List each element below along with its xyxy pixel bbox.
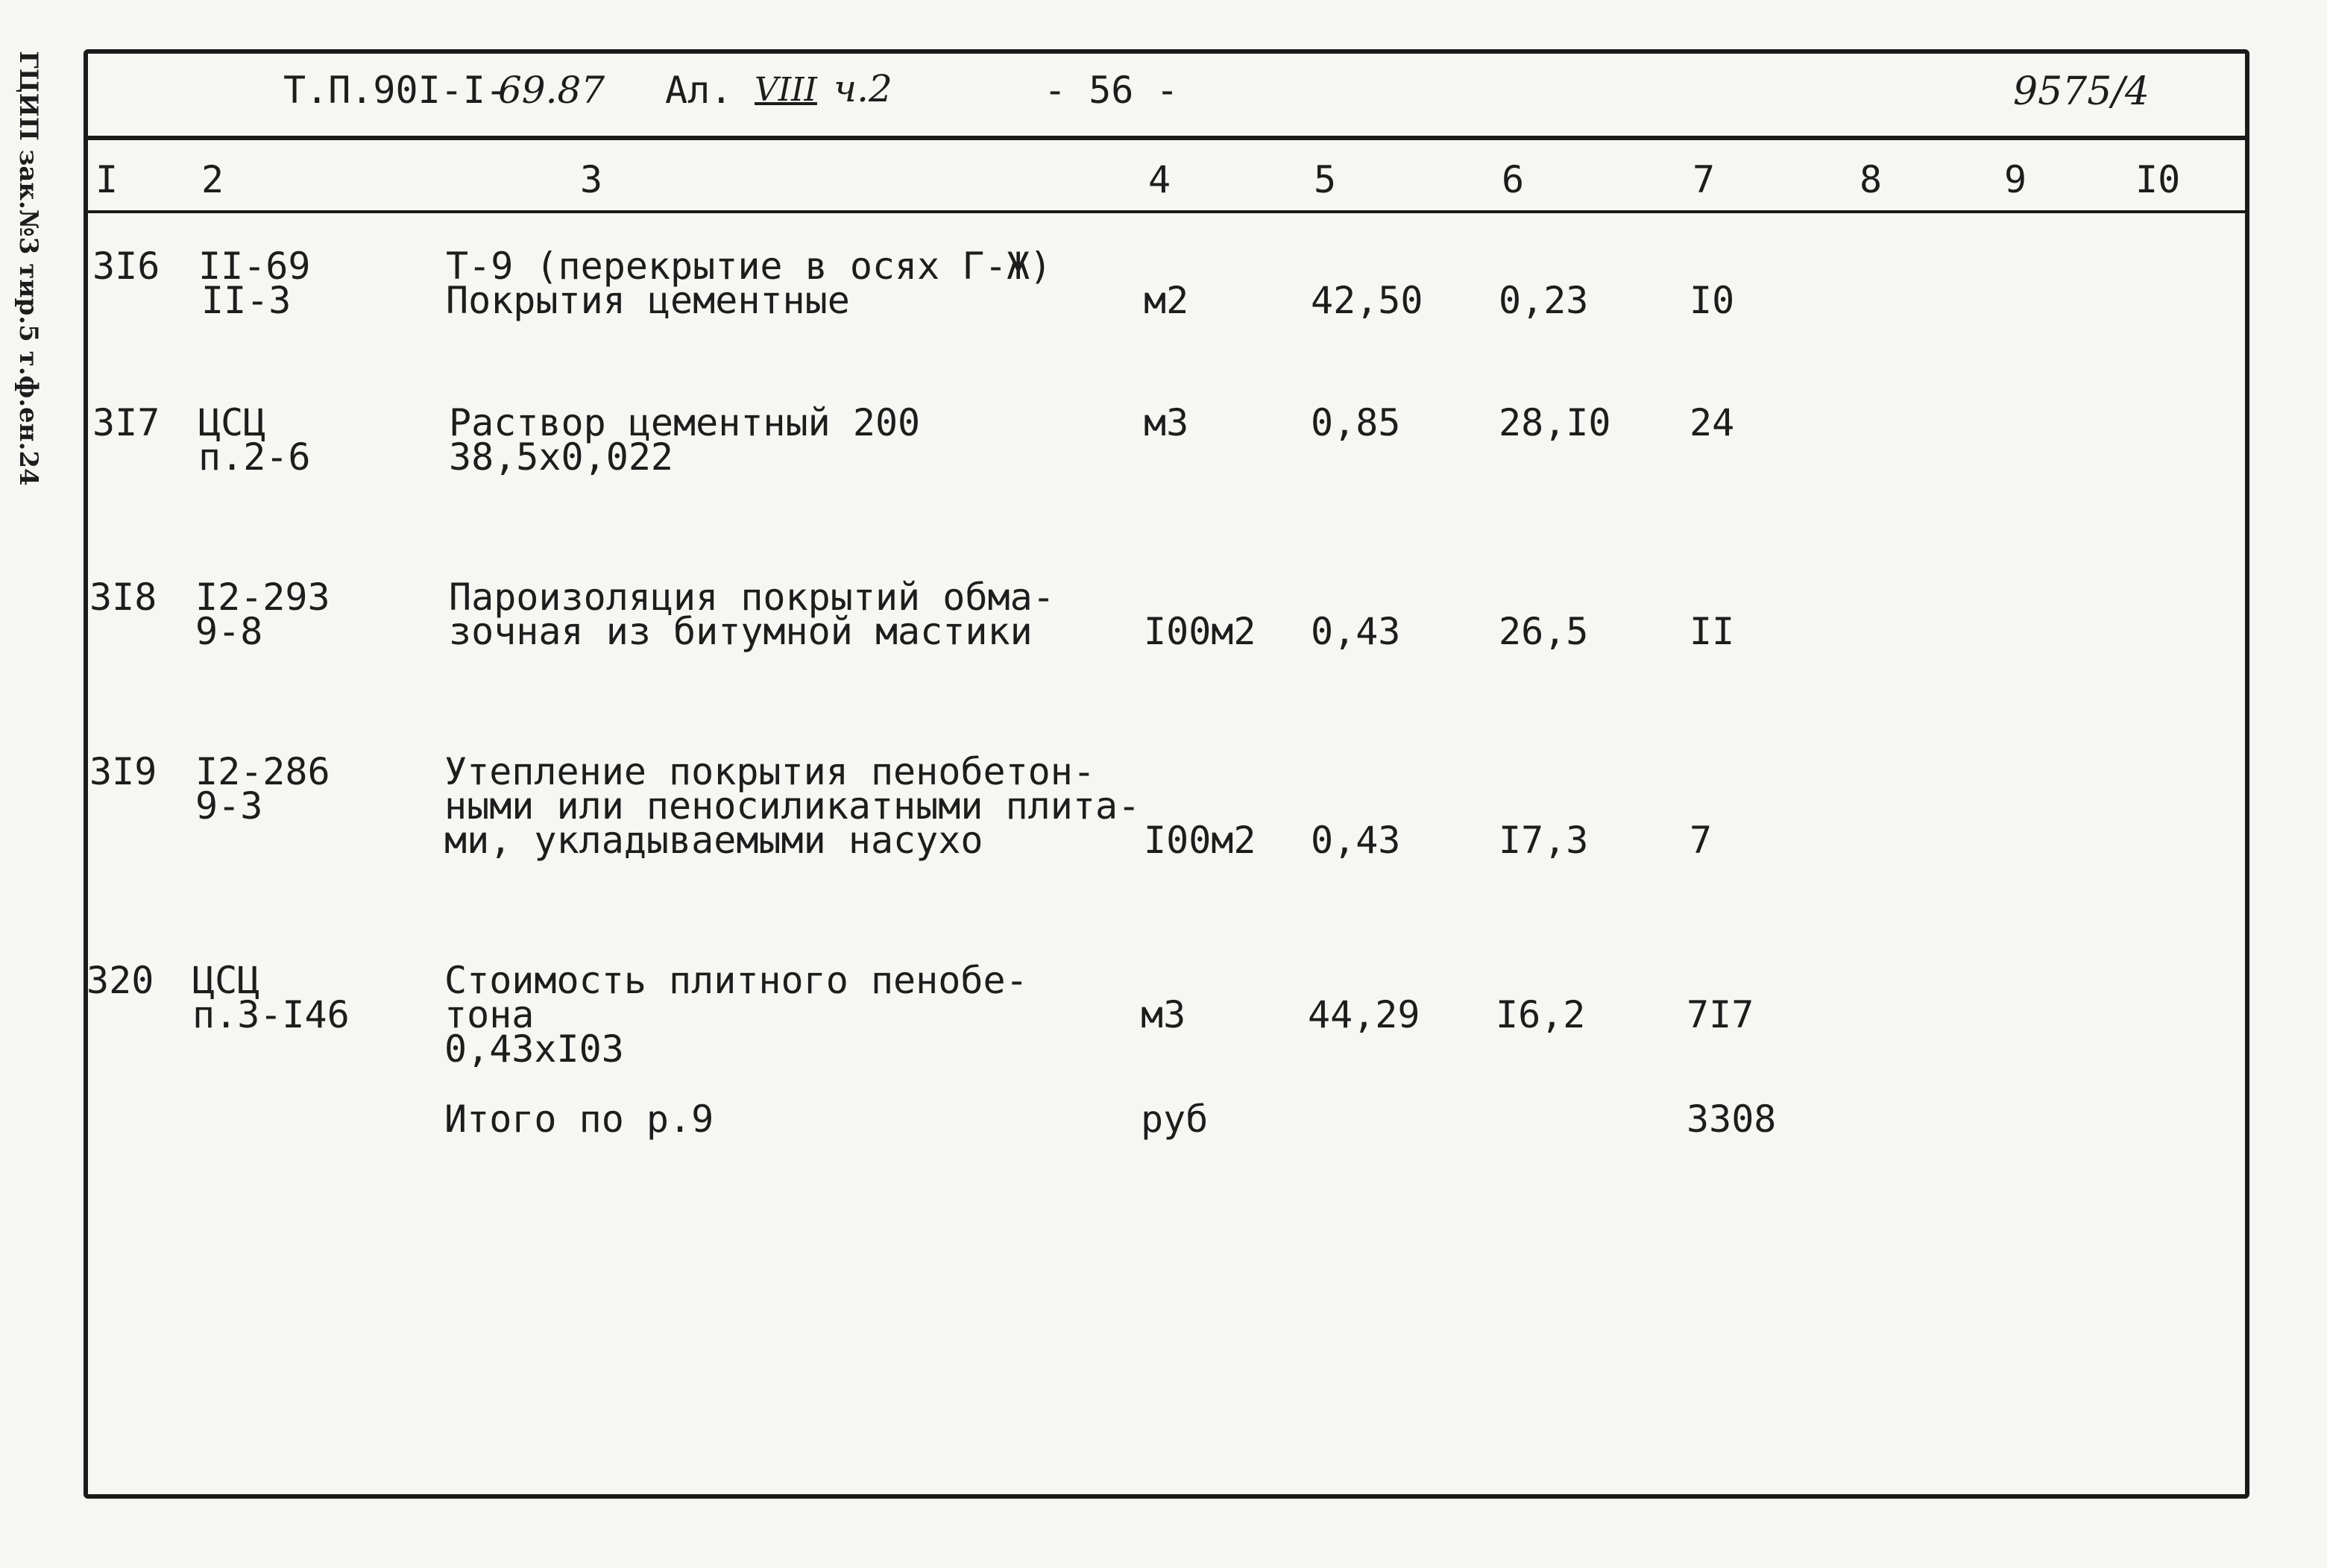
col-header-1: I xyxy=(95,158,119,201)
col-header-8: 8 xyxy=(1860,158,1883,201)
row-unit: м2 xyxy=(1144,279,1189,322)
row-code-line: п.2-6 xyxy=(198,435,311,479)
row-description-line: 38,5х0,022 xyxy=(449,435,674,479)
row-description-line: Покрытия цементные xyxy=(446,279,850,322)
album-label: Ал. xyxy=(665,69,733,112)
doc-code-prefix: Т.П.90I-I- xyxy=(283,69,508,112)
row-total: II xyxy=(1690,610,1735,653)
row-number: 320 xyxy=(86,959,154,1002)
row-code-line: 9-8 xyxy=(195,610,263,653)
album-number: VIII xyxy=(755,71,817,109)
row-code-line: I2-286 xyxy=(195,750,330,793)
row-unit: м3 xyxy=(1141,993,1186,1036)
column-header-rule xyxy=(88,210,2246,213)
row-description-line: ными или пеносиликатными плита- xyxy=(444,784,1141,828)
col-header-6: 6 xyxy=(1502,158,1525,201)
doc-code-number: 69.87 xyxy=(498,69,605,112)
row-quantity: 0,43 xyxy=(1311,610,1401,653)
row-description-line: 0,43хI03 xyxy=(444,1027,624,1071)
row-code-line: ЦСЦ xyxy=(198,401,266,444)
row-code-line: 9-3 xyxy=(195,784,263,828)
row-unit-price: 0,23 xyxy=(1499,279,1589,322)
col-header-7: 7 xyxy=(1692,158,1716,201)
summary-label: Итого по р.9 xyxy=(444,1098,714,1141)
row-total: I0 xyxy=(1690,279,1735,322)
summary-total: 3308 xyxy=(1687,1098,1777,1141)
row-unit-price: 26,5 xyxy=(1499,610,1589,653)
row-total: 7I7 xyxy=(1687,993,1754,1036)
row-code-line: I2-293 xyxy=(195,576,330,619)
row-quantity: 0,85 xyxy=(1311,401,1401,444)
row-unit: м3 xyxy=(1144,401,1189,444)
inventory-number: 9575/4 xyxy=(2013,69,2150,114)
row-number: 3I6 xyxy=(92,245,160,288)
row-code-line: II-69 xyxy=(198,245,311,288)
row-unit: I00м2 xyxy=(1144,819,1256,862)
row-description-line: Т-9 (перекрытие в осях Г-Ж) xyxy=(446,245,1052,288)
row-quantity: 44,29 xyxy=(1308,993,1420,1036)
col-header-5: 5 xyxy=(1314,158,1337,201)
row-description-line: Пароизоляция покрытий обма- xyxy=(449,576,1055,619)
col-header-9: 9 xyxy=(2004,158,2027,201)
page-frame xyxy=(84,49,2249,1499)
row-quantity: 42,50 xyxy=(1311,279,1423,322)
side-stamp: ГЦИП зак.№3 тир.5 т.ф.ен.24 xyxy=(13,51,43,486)
row-unit-price: I6,2 xyxy=(1496,993,1586,1036)
col-header-3: 3 xyxy=(580,158,603,201)
row-description-line: зочная из битумной мастики xyxy=(449,610,1033,653)
col-header-10: I0 xyxy=(2135,158,2181,201)
header-rule xyxy=(84,136,2249,140)
row-description-line: Стоимость плитного пенобе- xyxy=(444,959,1028,1002)
summary-unit: руб xyxy=(1141,1098,1209,1141)
row-number: 3I7 xyxy=(92,401,160,444)
part-number: ч.2 xyxy=(834,67,892,110)
row-quantity: 0,43 xyxy=(1311,819,1401,862)
row-description-line: ми, укладываемыми насухо xyxy=(444,819,983,862)
row-code-line: ЦСЦ xyxy=(192,959,260,1002)
row-unit-price: I7,3 xyxy=(1499,819,1589,862)
row-description-line: Раствор цементный 200 xyxy=(449,401,921,444)
row-total: 24 xyxy=(1690,401,1735,444)
page-number: - 56 - xyxy=(1044,69,1179,112)
row-description-line: Утепление покрытия пенобетон- xyxy=(444,750,1095,793)
row-code-line: п.3-I46 xyxy=(192,993,350,1036)
row-unit-price: 28,I0 xyxy=(1499,401,1611,444)
row-code-line: II-3 xyxy=(201,279,292,322)
row-unit: I00м2 xyxy=(1144,610,1256,653)
col-header-4: 4 xyxy=(1148,158,1171,201)
row-number: 3I9 xyxy=(89,750,157,793)
row-description-line: тона xyxy=(444,993,535,1036)
row-total: 7 xyxy=(1690,819,1713,862)
col-header-2: 2 xyxy=(201,158,224,201)
row-number: 3I8 xyxy=(89,576,157,619)
